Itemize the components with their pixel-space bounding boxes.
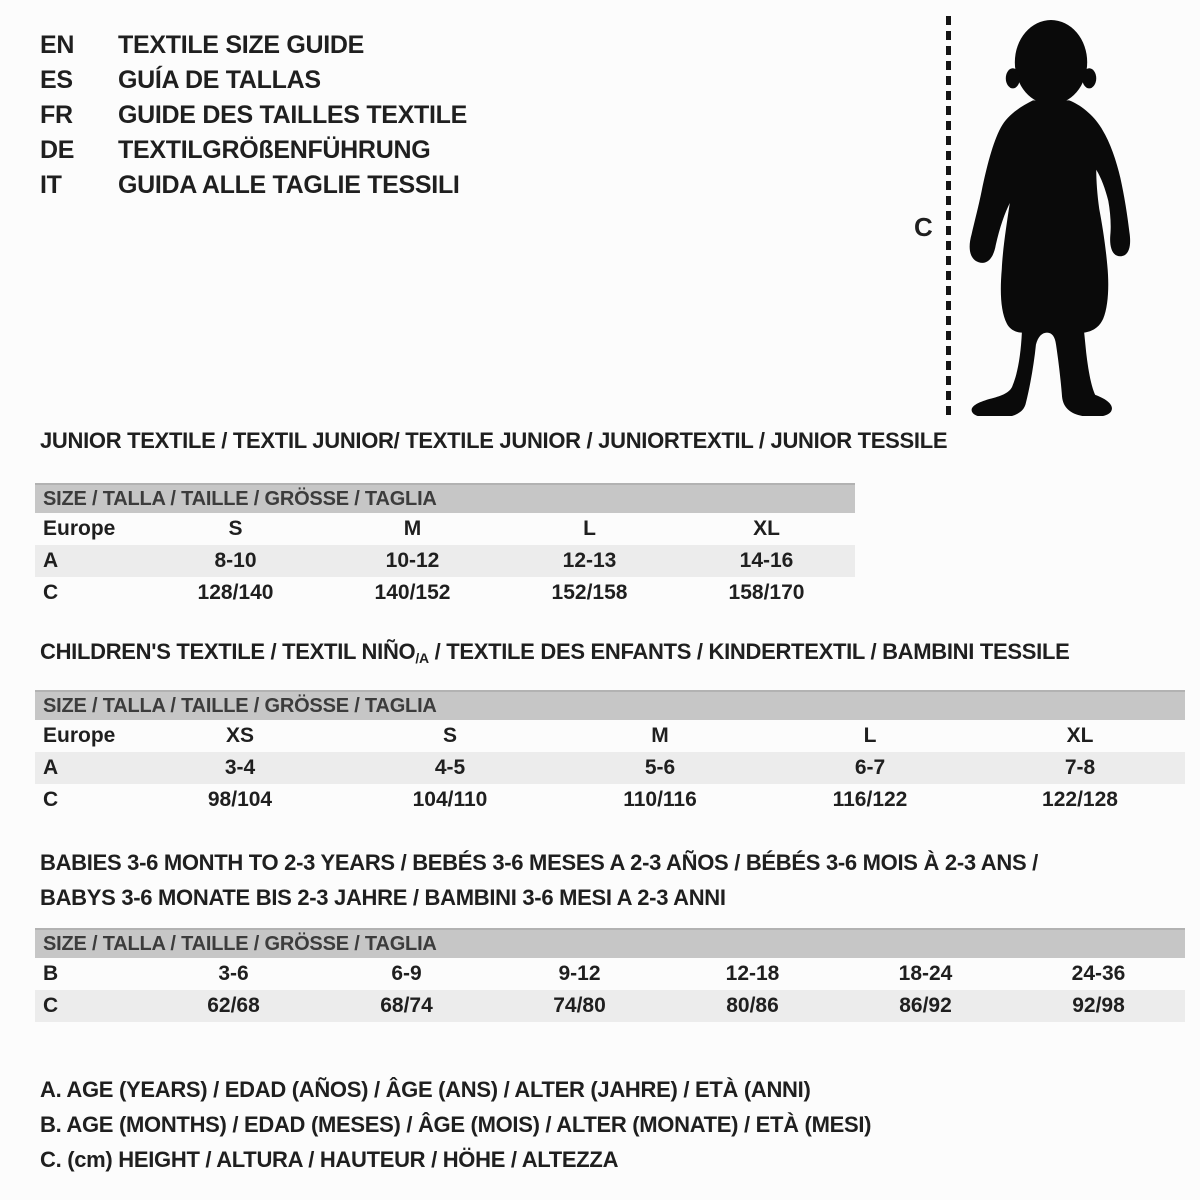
size-table-header: SIZE / TALLA / TAILLE / GRÖSSE / TAGLIA (35, 690, 1185, 720)
children-title-text-tail: / TEXTILE DES ENFANTS / KINDERTEXTIL / BAMBINI TESSILE (428, 639, 1070, 664)
size-cell: 104/110 (412, 788, 488, 811)
size-cell: 92/98 (1072, 994, 1125, 1017)
size-table-row (35, 990, 1185, 1022)
size-table-row (35, 958, 1185, 990)
language-label: GUIDA ALLE TAGLIE TESSILI (118, 171, 460, 199)
babies-size-table (35, 928, 1185, 1022)
size-table-row (35, 752, 1185, 784)
size-cell: 3-4 (224, 756, 256, 779)
size-cell: 3-6 (218, 962, 249, 985)
size-cell: 10-12 (385, 549, 440, 572)
row-label: C (43, 788, 59, 811)
size-cell: 152/158 (551, 581, 628, 604)
size-table-header: SIZE / TALLA / TAILLE / GRÖSSE / TAGLIA (35, 483, 855, 513)
language-row (40, 98, 467, 133)
row-label: C (43, 581, 59, 604)
size-table-header: SIZE / TALLA / TAILLE / GRÖSSE / TAGLIA (35, 928, 1185, 958)
size-cell: 14-16 (739, 549, 794, 572)
size-cell: 18-24 (898, 962, 953, 985)
size-cell: XL (1066, 724, 1094, 747)
language-list (40, 28, 467, 203)
size-cell: 24-36 (1071, 962, 1126, 985)
language-label: TEXTILGRÖßENFÜHRUNG (118, 136, 431, 164)
size-cell: 116/122 (832, 788, 908, 811)
language-code: FR (40, 101, 73, 129)
junior-size-table (35, 483, 855, 609)
size-cell: XS (225, 724, 254, 747)
language-label: GUIDE DES TAILLES TEXTILE (118, 101, 468, 129)
size-cell: L (583, 517, 596, 540)
children-title-subscript: /A (415, 650, 429, 666)
size-cell: 80/86 (726, 994, 779, 1017)
language-row (40, 168, 467, 203)
size-cell: 74/80 (553, 994, 606, 1017)
size-cell: 7-8 (1064, 756, 1096, 779)
size-cell: 12-18 (725, 962, 780, 985)
row-label: C (43, 994, 59, 1017)
row-label: B (43, 962, 59, 985)
size-cell: 5-6 (644, 756, 676, 779)
size-cell: 110/116 (623, 788, 697, 811)
size-table-row (35, 513, 855, 545)
row-label: A (43, 549, 59, 572)
size-table-row (35, 577, 855, 609)
size-cell: 158/170 (728, 581, 805, 604)
children-size-table (35, 690, 1185, 816)
language-code: DE (40, 136, 75, 164)
legend-line: A. AGE (YEARS) / EDAD (AÑOS) / ÂGE (ANS) / ALTER (JAHRE) / ETÀ (ANNI) (40, 1077, 811, 1102)
height-measure-label: C (914, 212, 933, 242)
size-cell: 68/74 (380, 994, 433, 1017)
row-label: Europe (43, 724, 116, 747)
language-row (40, 28, 467, 63)
size-table-row (35, 784, 1185, 816)
children-title-text: CHILDREN'S TEXTILE / TEXTIL NIÑO (40, 639, 416, 664)
size-cell: M (403, 517, 422, 540)
row-label: A (43, 756, 59, 779)
legend-line: B. AGE (MONTHS) / EDAD (MESES) / ÂGE (MOIS) / ALTER (MONATE) / ETÀ (MESI) (40, 1112, 872, 1137)
size-cell: M (651, 724, 669, 747)
row-label: Europe (43, 517, 116, 540)
size-cell: 86/92 (899, 994, 952, 1017)
size-cell: 62/68 (207, 994, 260, 1017)
size-cell: 8-10 (214, 549, 257, 572)
babies-title-line-2: BABYS 3-6 MONATE BIS 2-3 JAHRE / BAMBINI 3-6 MESI A 2-3 ANNI (40, 885, 726, 910)
size-table-row (35, 545, 855, 577)
measure-legend (40, 1072, 871, 1177)
language-row (40, 133, 467, 168)
size-cell: S (442, 724, 457, 747)
size-cell: 4-5 (434, 756, 466, 779)
size-cell: 122/128 (1042, 788, 1118, 811)
size-cell: 6-9 (391, 962, 422, 985)
size-cell: 98/104 (207, 788, 273, 811)
babies-section-title (40, 845, 1038, 915)
size-cell: XL (753, 517, 780, 540)
language-label: TEXTILE SIZE GUIDE (118, 31, 365, 59)
size-cell: 128/140 (197, 581, 274, 604)
toddler-silhouette-icon (958, 14, 1138, 416)
language-code: EN (40, 31, 75, 59)
size-cell: 9-12 (558, 962, 601, 985)
legend-line: C. (cm) HEIGHT / ALTURA / HAUTEUR / HÖHE / ALTEZZA (40, 1147, 619, 1172)
height-measure-dashed-line (946, 16, 951, 418)
size-table-row (35, 720, 1185, 752)
size-cell: 6-7 (854, 756, 886, 779)
junior-section-title: JUNIOR TEXTILE / TEXTIL JUNIOR/ TEXTILE JUNIOR / JUNIORTEXTIL / JUNIOR TESSILE (40, 428, 948, 453)
size-cell: 12-13 (562, 549, 617, 572)
babies-title-line-1: BABIES 3-6 MONTH TO 2-3 YEARS / BEBÉS 3-6 MESES A 2-3 AÑOS / BÉBÉS 3-6 MOIS À 2-3 ANS / (40, 850, 1038, 875)
size-cell: L (863, 724, 877, 747)
language-row (40, 63, 467, 98)
language-code: IT (40, 171, 62, 199)
size-cell: 140/152 (374, 581, 451, 604)
size-cell: S (228, 517, 243, 540)
children-section-title (40, 639, 1069, 666)
language-label: GUÍA DE TALLAS (118, 66, 321, 94)
language-code: ES (40, 66, 73, 94)
